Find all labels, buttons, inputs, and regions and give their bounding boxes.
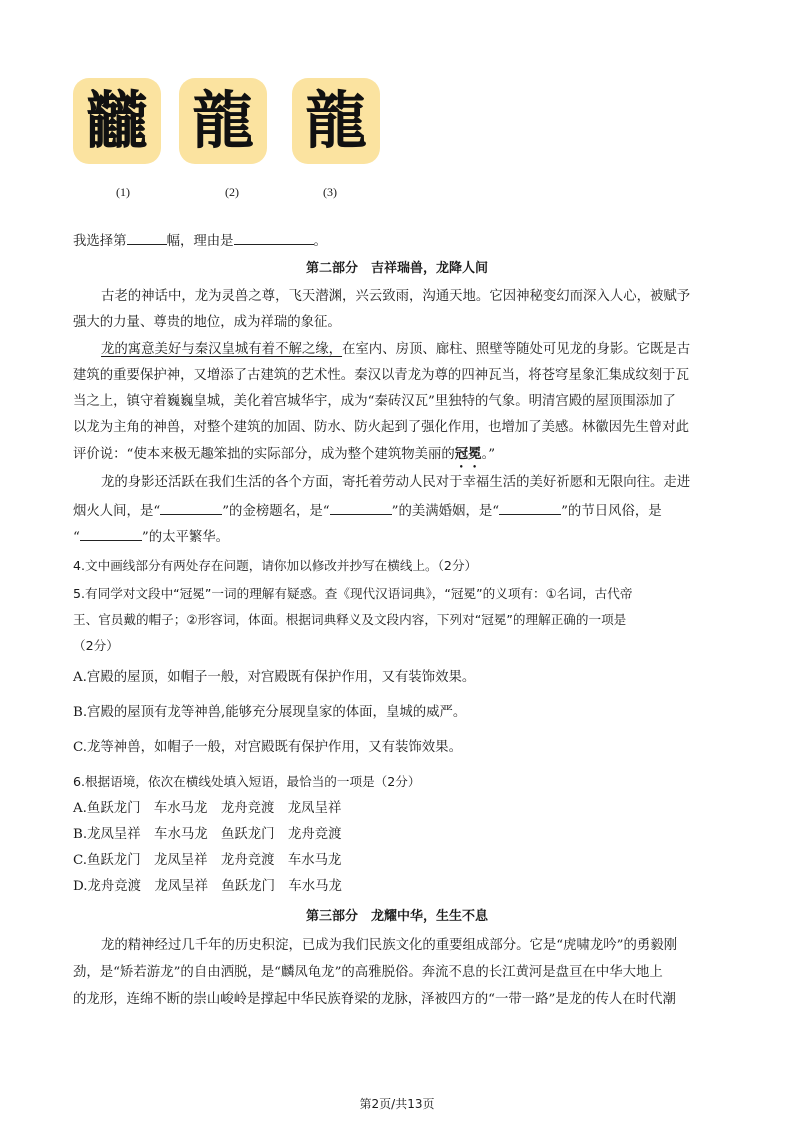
question-5-line3: （2分） [73, 638, 119, 653]
fill-blank-2[interactable] [330, 500, 392, 515]
q5-option-b: B.宫殿的屋顶有龙等神兽,能够充分展现皇家的体面，皇城的威严。 [73, 705, 467, 720]
calligraphy-image-2 [179, 78, 267, 164]
fill-blank-3[interactable] [499, 500, 561, 515]
emphasized-word-guanmian: 冠冕 [454, 446, 482, 462]
part2-para2-line1: 龙的寓意美好与秦汉皇城有着不解之缘，在室内、房顶、廊柱、照壁等随处可见龙的身影。它既是古 [101, 342, 691, 357]
part2-para3-line1: 龙的身影还活跃在我们生活的各个方面，寄托着劳动人民对于幸福生活的美好祈愿和无限向往。走进 [101, 475, 691, 490]
question-5-line2: 王、官员戴的帽子；②形容词，体面。根据词典释义及文段内容，下列对“冠冕”的理解正确的一项是 [73, 612, 627, 627]
q6-option-b: B.龙凤呈祥 车水马龙 鱼跃龙门 龙舟竞渡 [73, 827, 342, 842]
q6-option-a: A.鱼跃龙门 车水马龙 龙舟竞渡 龙凤呈祥 [73, 801, 342, 816]
q6-option-d: D.龙舟竞渡 龙凤呈祥 鱼跃龙门 车水马龙 [73, 879, 342, 894]
calligraphy-image-1 [73, 78, 161, 164]
part2-para1-line2: 强大的力量、尊贵的地位，成为祥瑞的象征。 [73, 315, 341, 330]
glyph-2: 龍 [191, 84, 254, 157]
part2-para3-line2: 烟火人间，是“ ”的金榜题名，是“ ”的美满婚姻，是“ ”的节日风俗，是 [73, 500, 662, 522]
q6-option-c: C.鱼跃龙门 龙凤呈祥 龙舟竞渡 车水马龙 [73, 853, 342, 868]
part2-para2-line5: 评价说：“使本来极无趣笨拙的实际部分，成为整个建筑物美丽的冠冕。” [73, 446, 496, 462]
answer-blank-reason[interactable] [234, 230, 314, 245]
part3-line3: 的龙形，连绵不断的崇山峻岭是撑起中华民族脊梁的龙脉，泽被四方的“一带一路”是龙的传人在时代潮 [73, 992, 676, 1007]
image-label-3: (3) [323, 185, 337, 199]
choice-line: 我选择第 幅，理由是 。 [73, 230, 327, 252]
question-5-line1: 5.有同学对文段中“冠冕”一词的理解有疑惑。查《现代汉语词典》，“冠冕”的义项有：①名词，古代帝 [73, 586, 633, 601]
part2-para3-line3: “ ”的太平繁华。 [73, 526, 229, 548]
part2-para2-line3: 当之上，镇守着巍巍皇城，美化着宫城华宇，成为“秦砖汉瓦”里独特的气象。明清宫殿的屋顶围添加了 [73, 394, 676, 409]
part2-para2-line2: 建筑的重要保护神，又增添了古建筑的艺术性。秦汉以青龙为尊的四神瓦当，将苍穹星象汇集成纹刻于瓦 [73, 368, 689, 383]
part3-line1: 龙的精神经过几千年的历史积淀，已成为我们民族文化的重要组成部分。它是“虎啸龙吟”的勇毅刚 [101, 938, 678, 953]
page-footer: 第2页/共13页 [359, 1097, 435, 1111]
part3-heading: 第三部分 龙耀中华，生生不息 [305, 909, 488, 924]
fill-blank-4[interactable] [80, 526, 142, 541]
image-label-1: (1) [116, 185, 130, 199]
question-4: 4.文中画线部分有两处存在问题，请你加以修改并抄写在横线上。（2分） [73, 558, 478, 573]
glyph-3: 龍 [304, 84, 367, 157]
part3-line2: 劲，是“矫若游龙”的自由洒脱，是“麟凤龟龙”的高雅脱俗。奔流不息的长江黄河是盘亘在中华大地上 [73, 965, 663, 980]
glyph-1: 龖 [85, 84, 148, 157]
calligraphy-image-3 [292, 78, 380, 164]
image-label-2: (2) [225, 185, 239, 199]
fill-blank-1[interactable] [160, 500, 222, 515]
underlined-sentence: 龙的寓意美好与秦汉皇城有着不解之缘， [101, 342, 343, 357]
part2-para1-line1: 古老的神话中，龙为灵兽之尊，飞天潜渊，兴云致雨，沟通天地。它因神秘变幻而深入人心，被赋予 [101, 289, 691, 304]
part2-para2-line4: 以龙为主角的神兽，对整个建筑的加固、防水、防火起到了强化作用，也增加了美感。林徽因先生曾对此 [73, 420, 689, 435]
q5-option-c: C.龙等神兽，如帽子一般，对宫殿既有保护作用，又有装饰效果。 [73, 740, 462, 755]
answer-blank-number[interactable] [127, 230, 167, 245]
part2-heading: 第二部分 吉祥瑞兽，龙降人间 [305, 261, 488, 276]
q5-option-a: A.宫殿的屋顶，如帽子一般，对宫殿既有保护作用，又有装饰效果。 [73, 670, 476, 685]
question-6: 6.根据语境，依次在横线处填入短语，最恰当的一项是（2分） [73, 774, 421, 789]
